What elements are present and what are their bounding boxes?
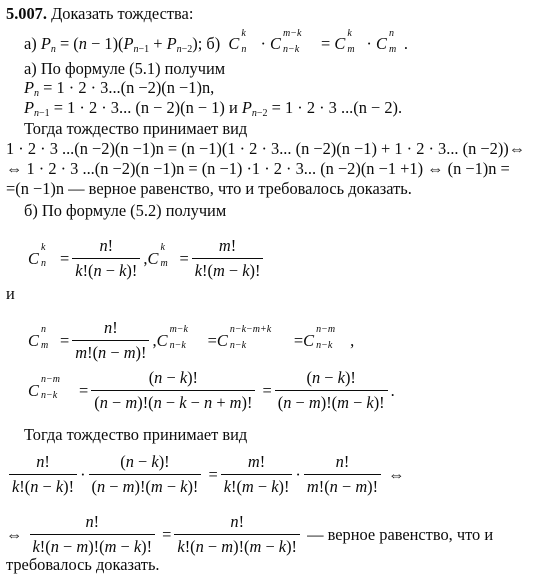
identity-line-1: 1 · 2 · 3 ...(n −2)(n −1)n = (n −1)(1 · 2 · 3... (n −2)(n −1) + 1 · 2 · 3... (n −2))⇔ [6, 139, 526, 158]
formula-cnk-cmk: C k n = $\frac{n!}{k!(n - k)!}$ , C k m = $\frac{m!}{k!(m - k)!}$ [28, 236, 266, 281]
formula-cnk-nm: C n−m n−k = $\frac{(n - k)!}{(n - m)!(n - k - n + m)!}$ = $\frac{(n - k)!}{(n - m)!(m - k)!}$ . [28, 368, 395, 412]
identity-intro: Тогда тождество принимает вид [24, 119, 248, 138]
identity-line-2: ⇔ 1 · 2 · 3 ...(n −2)(n −1)n = (n −1) ·1 · 2 · 3... (n −2)(n −1 +1) ⇔ (n −1)n = [6, 159, 510, 178]
identity-line-3: =(n −1)n — верное равенство, что и требовалось доказать. [6, 179, 412, 198]
formula-pn1-pn2: $P_{n-1} = 1 \cdot 2 \cdot 3$... (n − 2)(n − 1) и $P_{n-2} = 1 \cdot 2 \cdot 3$ ...(n − 2). [24, 98, 403, 119]
formula-pn: $P_n = 1 \cdot 2 \cdot 3...(n -2)(n -1)n$, [24, 78, 215, 99]
part-b-intro: б) По формуле (5.2) получим [24, 201, 227, 220]
identity-intro-2: Тогда тождество принимает вид [24, 425, 248, 444]
formula-cmn: C n m = $\frac{n!}{m!(n - m)!}$ , C m−k n−k = C n−k−m+k n−k = C n−m n−k , [28, 318, 355, 362]
conclusion-tail-2: требовалось доказать. [6, 555, 160, 574]
problem-title: Доказать тождества: [51, 4, 194, 23]
problem-heading [6, 6, 193, 22]
identity-final: ⇔ $\frac{n!}{k!(n - m)!(m - k)!}$ = $\frac{n!}{k!(n - m)!(m - k)!}$ — верное равенство, что и [6, 512, 494, 556]
problem-statement: а) $P_n = (n - 1)(P_{n-1} + P_{n-2})$; б) C k n · C m−k n−k = C k m · C n m . [24, 28, 409, 55]
conclusion-tail: — верное равенство, что и [307, 524, 494, 544]
connector-and: и [6, 284, 15, 303]
part-a-intro: а) По формуле (5.1) получим [24, 59, 226, 78]
problem-number: 5.007. [6, 4, 47, 23]
identity-product: $\frac{n!}{k!(n - k)!}$ · $\frac{(n - k)!}{(n - m)!(m - k)!}$ = $\frac{m!}{k!(m - k)!}$ · $\frac{n!}{m!(n - m)!}$ ⇔ [6, 452, 405, 497]
